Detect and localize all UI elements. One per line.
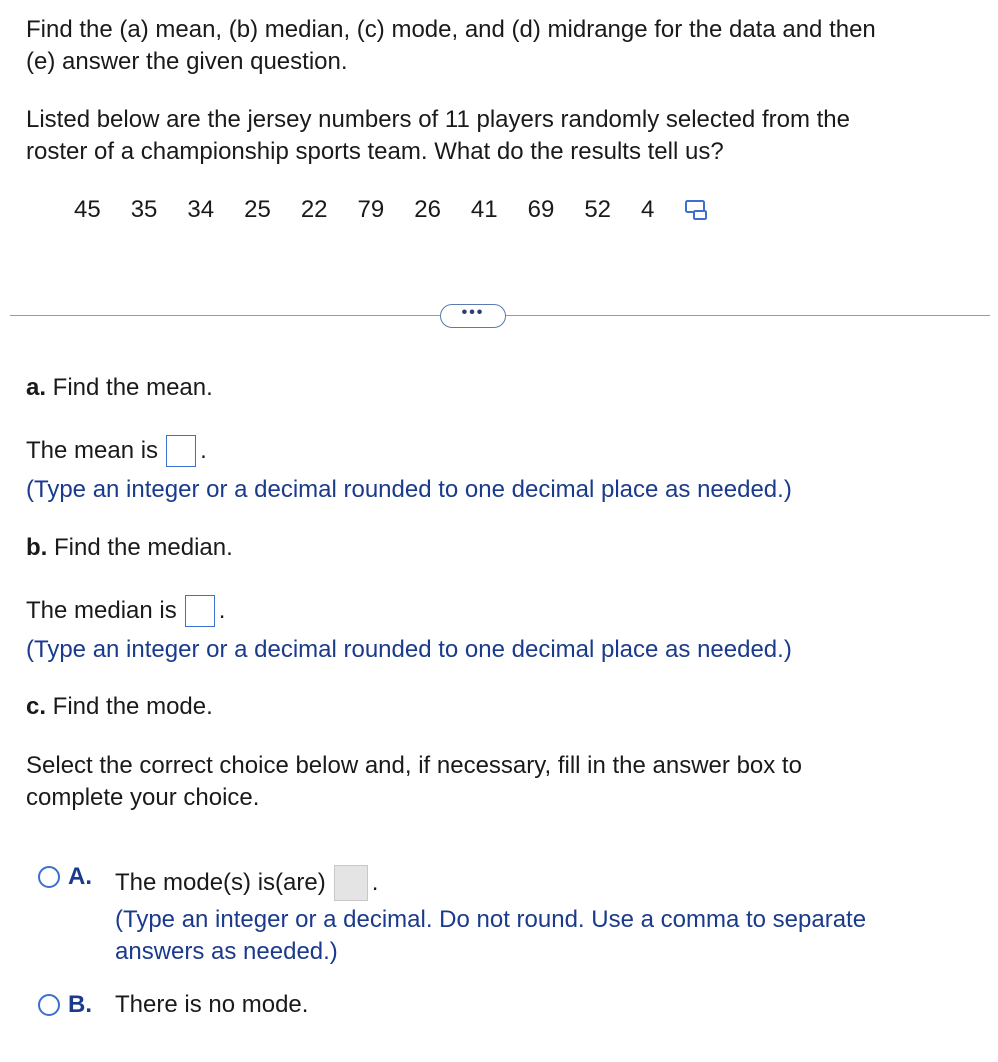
expand-ellipsis-button[interactable] (440, 304, 506, 328)
choice-a-text: The mode(s) is(are) (115, 869, 326, 896)
part-b-heading-text: Find the median. (47, 534, 233, 561)
part-b-letter: b. (26, 534, 48, 561)
mode-hint-line-2: answers as needed.) (115, 938, 338, 965)
mode-hint-line-1: (Type an integer or a decimal. Do not round. Use a comma to separate (115, 906, 867, 933)
data-value: 4 (641, 196, 655, 223)
ellipsis-icon: ••• (461, 304, 485, 321)
instruction-line-1: Find the (a) mean, (b) median, (c) mode, and (d) midrange for the data and then (26, 16, 876, 43)
part-a-heading (26, 372, 213, 404)
choice-b-radio[interactable] (38, 994, 60, 1016)
choice-a-radio[interactable] (38, 866, 60, 888)
median-input[interactable] (185, 595, 215, 627)
choice-a-letter[interactable]: A. (68, 863, 92, 890)
part-a-heading-text: Find the mean. (46, 374, 213, 401)
data-value: 69 (527, 196, 555, 223)
median-answer-line (26, 595, 225, 627)
copy-data-icon[interactable] (684, 197, 710, 223)
part-a-letter: a. (26, 374, 47, 401)
instruction-line-2: (e) answer the given question. (26, 48, 348, 75)
median-hint: (Type an integer or a decimal rounded to one decimal place as needed.) (26, 636, 792, 663)
data-value: 52 (584, 196, 612, 223)
select-instruction-line-1: Select the correct choice below and, if necessary, fill in the answer box to (26, 752, 802, 779)
mode-period: . (371, 869, 379, 896)
mean-hint: (Type an integer or a decimal rounded to one decimal place as needed.) (26, 476, 792, 503)
select-instruction-line-2: complete your choice. (26, 784, 260, 811)
mean-answer-line (26, 435, 207, 467)
median-period: . (218, 597, 226, 624)
mean-prompt: The mean is (26, 437, 159, 464)
data-value: 41 (470, 196, 498, 223)
data-value: 22 (300, 196, 328, 223)
mean-period: . (200, 437, 207, 464)
median-prompt: The median is (26, 597, 177, 624)
data-value: 35 (130, 196, 158, 223)
select-instruction (26, 750, 802, 814)
data-values-row (74, 196, 710, 224)
part-c-letter: c. (26, 693, 47, 720)
context-line-1: Listed below are the jersey numbers of 11 players randomly selected from the (26, 106, 850, 133)
data-value: 34 (187, 196, 215, 223)
choice-b-text[interactable]: There is no mode. (115, 991, 309, 1018)
mode-hint (115, 904, 866, 968)
data-value: 79 (357, 196, 385, 223)
part-b-heading (26, 532, 233, 564)
choice-a-line (115, 865, 378, 901)
choice-b-letter[interactable]: B. (68, 991, 92, 1018)
mode-input[interactable] (334, 865, 368, 901)
instruction-text (26, 14, 876, 78)
data-value: 25 (244, 196, 271, 223)
context-line-2: roster of a championship sports team. What do the results tell us? (26, 138, 724, 165)
part-c-heading (26, 691, 213, 723)
part-c-heading-text: Find the mode. (46, 693, 213, 720)
data-value: 26 (414, 196, 441, 223)
mean-input[interactable] (166, 435, 196, 467)
data-value: 45 (74, 196, 101, 223)
context-text (26, 104, 850, 168)
